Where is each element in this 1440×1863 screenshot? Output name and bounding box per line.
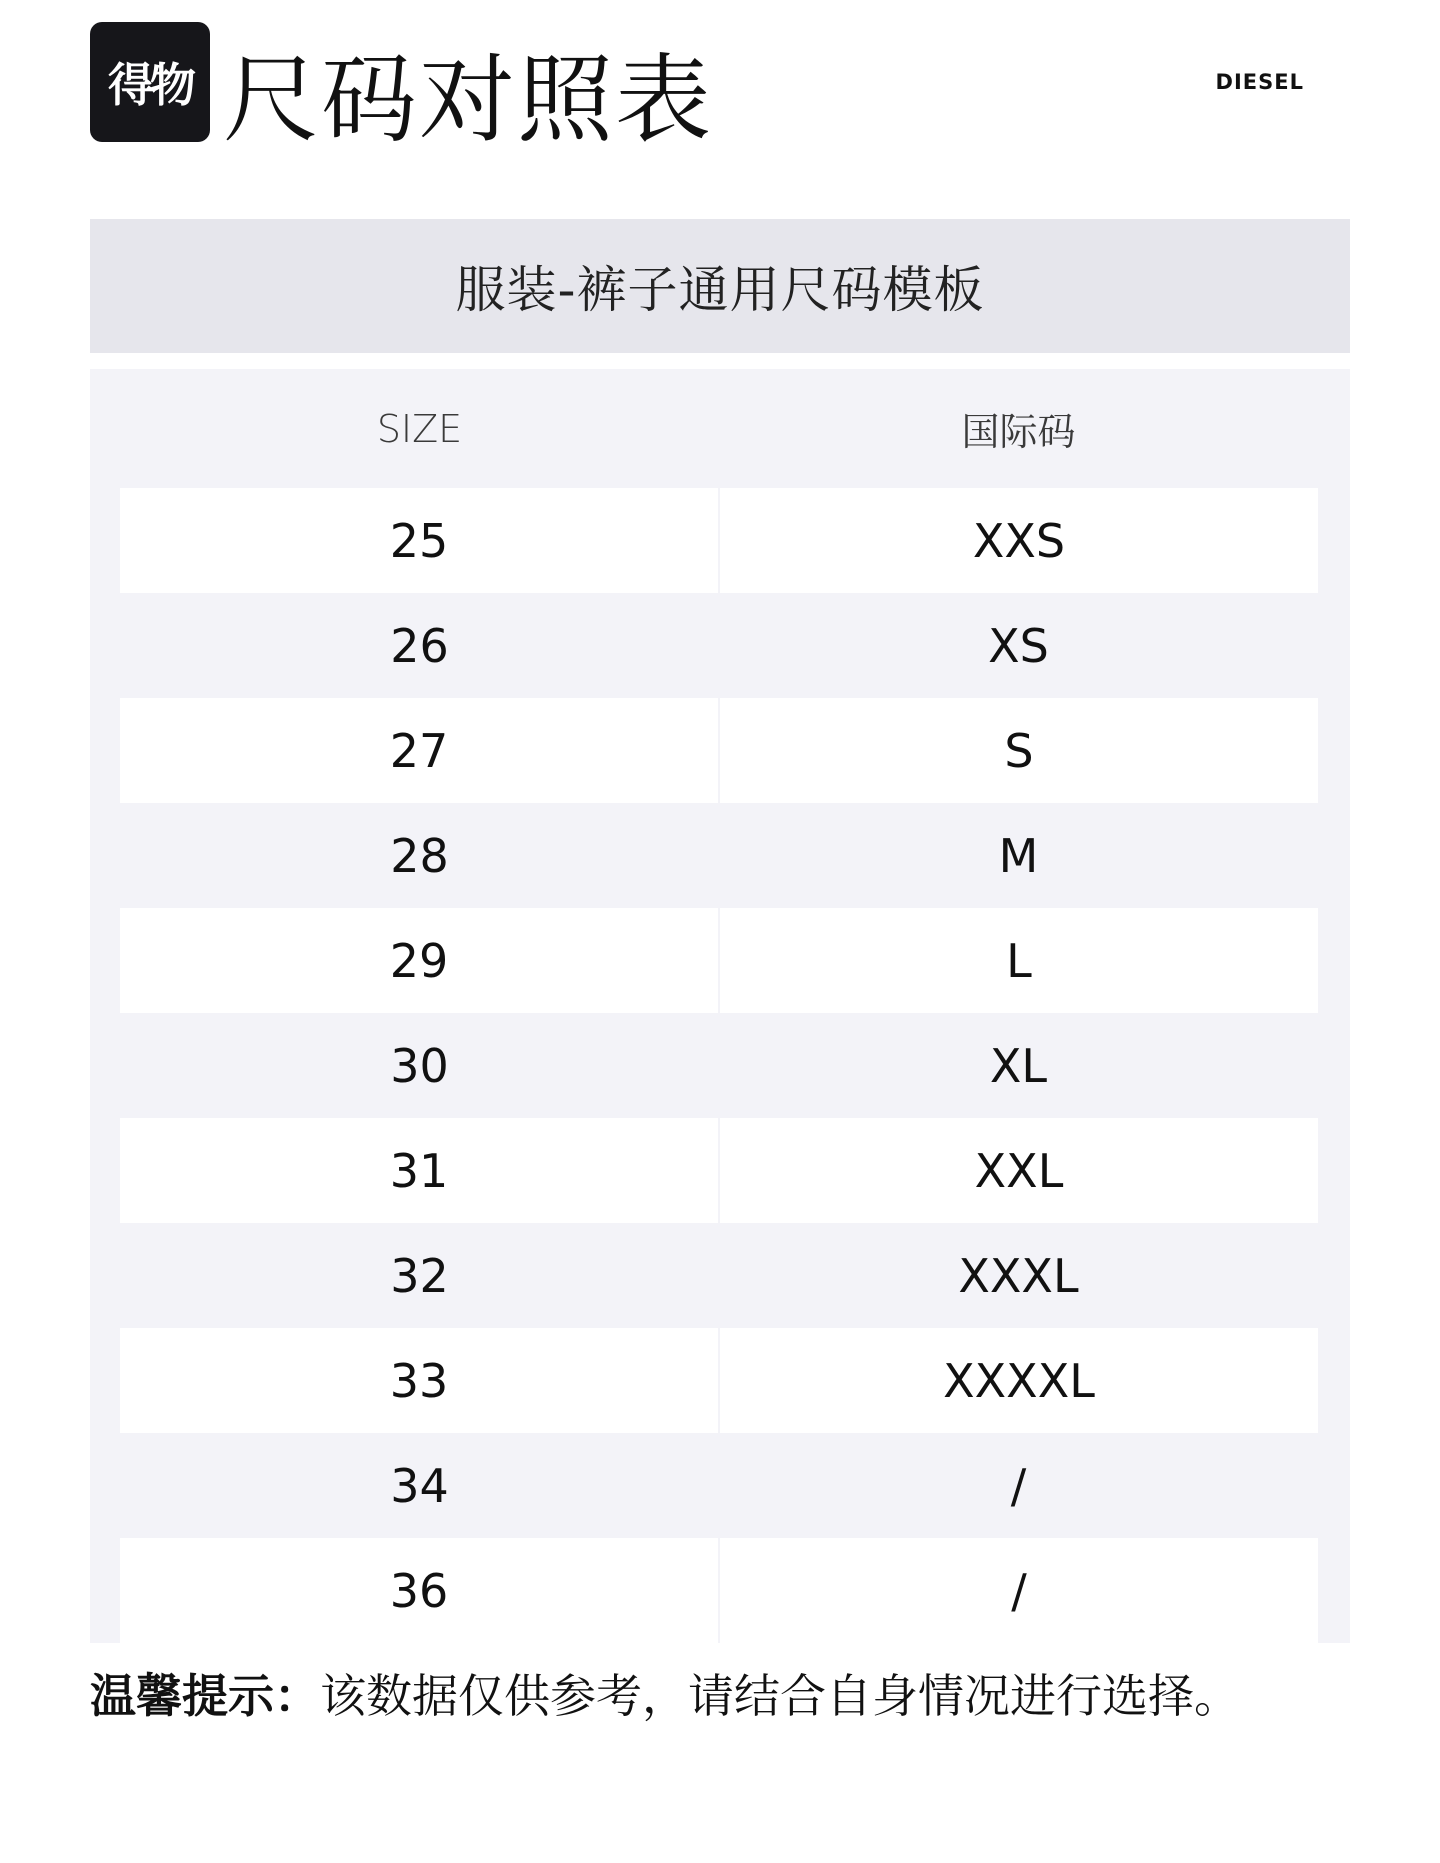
table-rows (120, 488, 1318, 1643)
intl-size-cell: XL (989, 1038, 1048, 1093)
size-cell: 26 (390, 618, 449, 673)
intl-size-cell: / (1010, 1458, 1027, 1513)
intl-size-cell: M (998, 828, 1039, 883)
table-row (120, 1013, 1318, 1118)
column-header-size: SIZE (376, 406, 463, 451)
table-row (120, 593, 1318, 698)
size-cell: 32 (390, 1248, 449, 1303)
size-cell: 25 (120, 488, 720, 593)
size-cell: 36 (120, 1538, 720, 1643)
table-row (120, 1433, 1318, 1538)
size-cell: 28 (390, 828, 449, 883)
column-headers (120, 369, 1318, 488)
size-cell: 27 (120, 698, 720, 803)
table-row (120, 1223, 1318, 1328)
column-header-intl-size: 国际码 (961, 410, 1076, 454)
tip-text: 该数据仅供参考，请结合自身情况进行选择。 (320, 1669, 1240, 1723)
intl-size-cell: XXXL (958, 1248, 1079, 1303)
intl-size-cell: XXL (720, 1118, 1318, 1223)
intl-size-cell: XXXXL (720, 1328, 1318, 1433)
intl-size-cell: L (720, 908, 1318, 1013)
intl-size-cell: XS (988, 618, 1049, 673)
table-row (120, 698, 1318, 803)
tip-label: 温馨提示： (90, 1669, 320, 1723)
size-cell: 34 (390, 1458, 449, 1513)
table-row (120, 1538, 1318, 1643)
intl-size-cell: / (720, 1538, 1318, 1643)
page-title: 尺码对照表 (223, 44, 713, 156)
table-row (120, 803, 1318, 908)
size-table (90, 369, 1350, 1643)
tip-note (90, 1660, 1240, 1726)
size-cell: 29 (120, 908, 720, 1013)
dewu-logo (90, 22, 210, 142)
logo-text: 得物 (108, 58, 192, 112)
header (90, 22, 1350, 172)
table-row (120, 1328, 1318, 1433)
table-row (120, 488, 1318, 593)
brand-logo: DIESEL (1215, 70, 1304, 94)
table-row (120, 1118, 1318, 1223)
size-cell: 33 (120, 1328, 720, 1433)
table-row (120, 908, 1318, 1013)
size-cell: 31 (120, 1118, 720, 1223)
table-title: 服装-裤子通用尺码模板 (455, 261, 985, 319)
size-cell: 30 (390, 1038, 449, 1093)
table-title-banner (90, 219, 1350, 353)
intl-size-cell: S (720, 698, 1318, 803)
intl-size-cell: XXS (720, 488, 1318, 593)
